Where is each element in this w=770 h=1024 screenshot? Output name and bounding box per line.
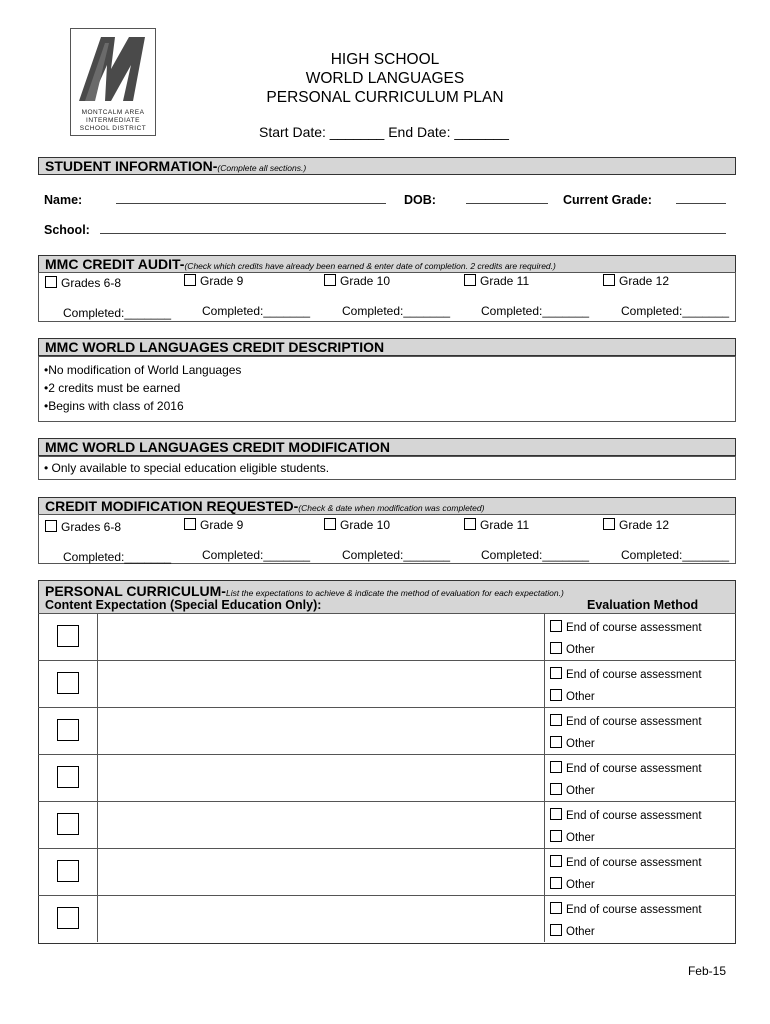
- eval-option-other[interactable]: [550, 736, 595, 750]
- expectation-text-field[interactable]: [99, 802, 542, 847]
- expectation-checkbox[interactable]: [57, 719, 79, 741]
- expectation-text-field[interactable]: [99, 849, 542, 894]
- name-field[interactable]: [116, 203, 386, 204]
- checkbox[interactable]: [324, 518, 336, 530]
- column-divider: [97, 754, 98, 801]
- column-divider: [544, 895, 545, 942]
- column-divider: [544, 613, 545, 660]
- description-list: •No modification of World Languages •2 credits must be earned •Begins with class of 2016: [44, 363, 242, 413]
- checkbox[interactable]: [550, 667, 562, 679]
- checkbox[interactable]: [550, 830, 562, 842]
- expectation-text-field[interactable]: [99, 614, 542, 659]
- requested-grade-10[interactable]: Grade 10: [324, 518, 390, 532]
- checkbox[interactable]: [464, 518, 476, 530]
- personal-heading: PERSONAL CURRICULUM-List the expectations to achieve & indicate the method of evaluation for each expectation.): [45, 583, 564, 599]
- eval-option-assessment[interactable]: [550, 620, 702, 634]
- column-divider: [544, 848, 545, 895]
- option-label: Other: [566, 926, 595, 938]
- option-label: End of course assessment: [566, 904, 702, 916]
- checkbox[interactable]: [550, 642, 562, 654]
- footer-date: Feb-15: [687, 964, 726, 978]
- column-divider: [544, 707, 545, 754]
- dob-label: DOB:: [404, 193, 436, 207]
- option-label: Other: [566, 785, 595, 797]
- eval-option-assessment[interactable]: [550, 667, 702, 681]
- column-divider: [544, 801, 545, 848]
- audit-grade-12[interactable]: Grade 12: [603, 274, 669, 288]
- expectation-checkbox[interactable]: [57, 766, 79, 788]
- eval-option-assessment[interactable]: [550, 714, 702, 728]
- eval-option-other[interactable]: [550, 642, 595, 656]
- expectation-text-field[interactable]: [99, 755, 542, 800]
- evaluation-method-header: Evaluation Method: [587, 598, 699, 612]
- requested-grade-11[interactable]: Grade 11: [464, 518, 529, 532]
- eval-option-other[interactable]: [550, 830, 595, 844]
- checkbox[interactable]: [550, 689, 562, 701]
- date-range[interactable]: Start Date: _______ End Date: _______: [259, 124, 509, 140]
- audit-completed-10[interactable]: Completed:_______: [342, 304, 451, 318]
- checkbox[interactable]: [603, 274, 615, 286]
- checkbox[interactable]: [184, 518, 196, 530]
- option-label: End of course assessment: [566, 622, 702, 634]
- requested-completed-11[interactable]: Completed:_______: [481, 548, 590, 562]
- eval-option-other[interactable]: [550, 689, 595, 703]
- column-divider: [544, 754, 545, 801]
- option-label: End of course assessment: [566, 716, 702, 728]
- student-info-heading: STUDENT INFORMATION-(Complete all sections.): [38, 157, 736, 175]
- option-label: Other: [566, 738, 595, 750]
- expectation-text-field[interactable]: [99, 661, 542, 706]
- audit-completed-9[interactable]: Completed:_______: [202, 304, 311, 318]
- modification-item: • Only available to special education eligible students.: [44, 461, 330, 475]
- requested-completed-10[interactable]: Completed:_______: [342, 548, 451, 562]
- expectation-checkbox[interactable]: [57, 813, 79, 835]
- audit-completed-6-8[interactable]: Completed:_______: [63, 306, 172, 320]
- column-divider: [97, 613, 98, 660]
- audit-grade-11[interactable]: Grade 11: [464, 274, 529, 288]
- column-divider: [97, 801, 98, 848]
- checkbox[interactable]: [464, 274, 476, 286]
- option-label: Other: [566, 644, 595, 656]
- column-divider: [97, 707, 98, 754]
- option-label: Other: [566, 879, 595, 891]
- eval-option-assessment[interactable]: [550, 808, 702, 822]
- checkbox[interactable]: [550, 714, 562, 726]
- eval-option-assessment[interactable]: [550, 761, 702, 775]
- expectation-checkbox[interactable]: [57, 672, 79, 694]
- checkbox[interactable]: [550, 620, 562, 632]
- option-label: End of course assessment: [566, 669, 702, 681]
- checkbox[interactable]: [603, 518, 615, 530]
- checkbox[interactable]: [550, 855, 562, 867]
- column-divider: [97, 660, 98, 707]
- description-heading: MMC WORLD LANGUAGES CREDIT DESCRIPTION: [38, 338, 736, 356]
- credit-audit-heading: MMC CREDIT AUDIT-(Check which credits have already been earned & enter date of completion. 2 credits are required.): [38, 255, 736, 273]
- requested-completed-6-8[interactable]: Completed:_______: [63, 550, 172, 564]
- expectation-checkbox[interactable]: [57, 860, 79, 882]
- column-divider: [97, 895, 98, 942]
- expectation-text-field[interactable]: [99, 708, 542, 753]
- option-label: End of course assessment: [566, 857, 702, 869]
- checkbox[interactable]: [45, 276, 57, 288]
- audit-completed-12[interactable]: Completed:_______: [621, 304, 730, 318]
- column-divider: [544, 660, 545, 707]
- option-label: End of course assessment: [566, 763, 702, 775]
- column-divider: [97, 848, 98, 895]
- audit-grade-6-8[interactable]: Grades 6-8: [45, 276, 121, 290]
- checkbox[interactable]: [45, 520, 57, 532]
- content-expectation-header: Content Expectation (Special Education Only):: [45, 598, 322, 612]
- requested-completed-9[interactable]: Completed:_______: [202, 548, 311, 562]
- dob-field[interactable]: [466, 203, 548, 204]
- requested-grade-12[interactable]: Grade 12: [603, 518, 669, 532]
- eval-option-other[interactable]: [550, 924, 595, 938]
- expectation-checkbox[interactable]: [57, 907, 79, 929]
- logo-text: MONTCALM AREA INTERMEDIATE SCHOOL DISTRICT: [79, 109, 147, 132]
- checkbox[interactable]: [550, 877, 562, 889]
- checkbox[interactable]: [550, 736, 562, 748]
- audit-grade-9[interactable]: Grade 9: [184, 274, 243, 288]
- page-title: HIGH SCHOOL WORLD LANGUAGES PERSONAL CURRICULUM PLAN: [266, 51, 504, 106]
- checkbox[interactable]: [550, 761, 562, 773]
- eval-option-assessment[interactable]: [550, 902, 702, 916]
- option-label: Other: [566, 691, 595, 703]
- name-label: Name:: [44, 193, 83, 207]
- expectation-checkbox[interactable]: [57, 625, 79, 647]
- school-label: School:: [44, 223, 90, 237]
- option-label: End of course assessment: [566, 810, 702, 822]
- checkbox[interactable]: [550, 783, 562, 795]
- eval-option-assessment[interactable]: [550, 855, 702, 869]
- eval-option-other[interactable]: [550, 877, 595, 891]
- requested-completed-12[interactable]: Completed:_______: [621, 548, 730, 562]
- grade-field[interactable]: [676, 203, 726, 204]
- requested-grade-6-8[interactable]: Grades 6-8: [45, 520, 121, 534]
- checkbox[interactable]: [184, 274, 196, 286]
- checkbox[interactable]: [324, 274, 336, 286]
- checkbox[interactable]: [550, 808, 562, 820]
- logo-m-icon: [71, 29, 156, 109]
- option-label: Other: [566, 832, 595, 844]
- audit-grade-10[interactable]: Grade 10: [324, 274, 390, 288]
- grade-label: Current Grade:: [563, 193, 652, 207]
- checkbox[interactable]: [550, 902, 562, 914]
- expectation-text-field[interactable]: [99, 896, 542, 941]
- school-field[interactable]: [100, 233, 726, 234]
- eval-option-other[interactable]: [550, 783, 595, 797]
- requested-heading: CREDIT MODIFICATION REQUESTED-(Check & date when modification was completed): [38, 497, 736, 515]
- audit-completed-11[interactable]: Completed:_______: [481, 304, 590, 318]
- modification-heading: MMC WORLD LANGUAGES CREDIT MODIFICATION: [38, 438, 736, 456]
- requested-grade-9[interactable]: Grade 9: [184, 518, 243, 532]
- checkbox[interactable]: [550, 924, 562, 936]
- district-logo: [70, 28, 156, 136]
